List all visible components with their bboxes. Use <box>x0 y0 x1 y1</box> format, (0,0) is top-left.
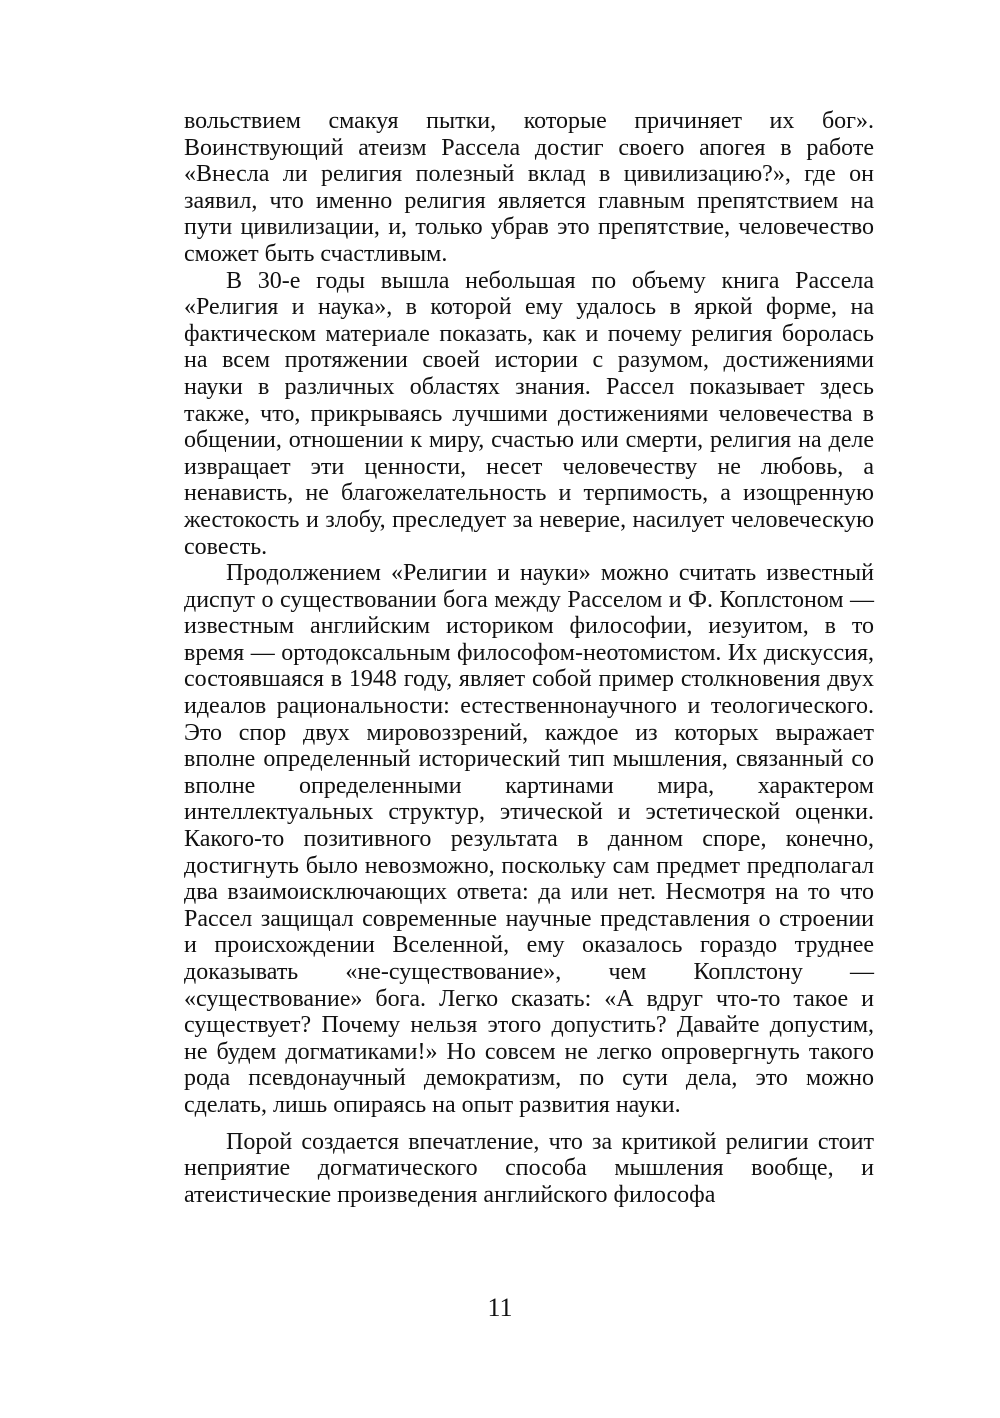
body-text <box>184 108 874 1208</box>
page-number: 11 <box>487 1293 513 1322</box>
paragraph-4: Порой создается впечатление, что за критикой религии стоит неприятие догматического способа мышления вообще, и атеистические произведения английского философа <box>184 1128 874 1208</box>
paragraph-2: В 30-е годы вышла небольшая по объему книга Рассела «Религия и наука», в которой ему удалось в яркой форме, на фактическом материале показать, как и почему религия боролась на всем протяжении своей истории с разумом, достижениями науки в различных областях знания. Рассел показывает здесь также, что, прикрываясь лучшими достижениями человечества в общении, отношении к миру, счастью или смерти, религия на деле извращает эти ценности, несет человечеству не любовь, а ненависть, не благожелательность и терпимость, а изощренную жестокость и злобу, преследует за неверие, насилует человеческую совесть. <box>184 267 874 560</box>
paragraph-3: Продолжением «Религии и науки» можно считать известный диспут о существовании бога между Расселом и Ф. Коплстоном — известным английским историком философии, иезуитом, в то время — ортодоксальным философом-неотомистом. Их дискуссия, состоявшаяся в 1948 году, являет собой пример столкновения двух идеалов рациональности: естественнонаучного и теологического. Это спор двух мировоззрений, каждое из которых выражает вполне определенный исторический тип мышления, связанный со вполне определенными картинами мира, характером интеллектуальных структур, этической и эстетической оценки. Какого-то позитивного результата в данном споре, конечно, достигнуть было невозможно, поскольку сам предмет предполагал два взаимоисключающих ответа: да или нет. Несмотря на то что Рассел защищал современные научные представления о строении и происхождении Вселенной, ему оказалось гораздо труднее доказывать «не-существование», чем Коплстону — «существование» бога. Легко сказать: «А вдруг что-то такое и существует? Почему нельзя этого допустить? Давайте допустим, не будем догматиками!» Но совсем не легко опровергнуть такого рода псевдонаучный демократизм, по сути дела, это можно сделать, лишь опираясь на опыт развития науки. <box>184 560 874 1118</box>
paragraph-1: вольствием смакуя пытки, которые причиняет их бог». Воинствующий атеизм Рассела достиг своего апогея в работе «Внесла ли религия полезный вклад в цивилизацию?», где он заявил, что именно религия является главным препятствием на пути цивилизации, и, только убрав это препятствие, человечество сможет быть счастливым. <box>184 108 874 267</box>
